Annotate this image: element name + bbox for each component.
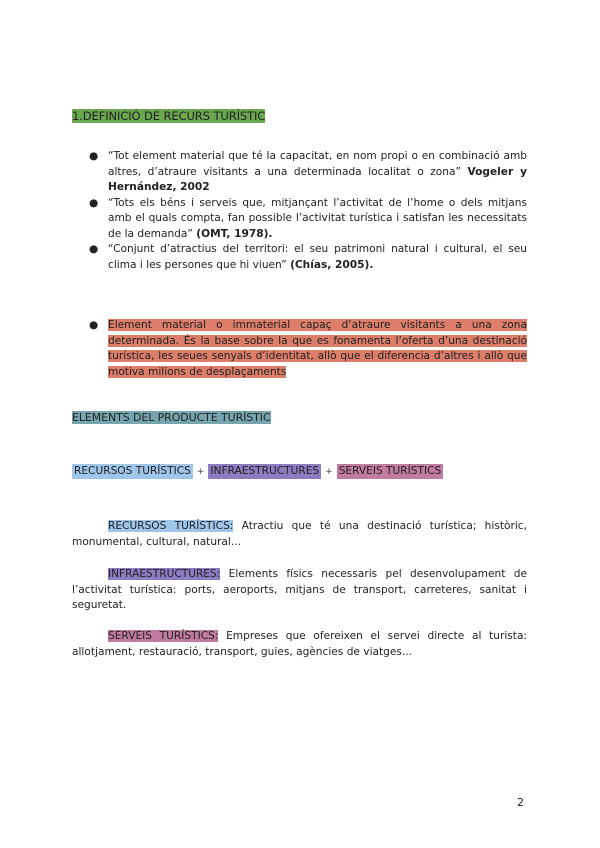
bullet-icon: ●: [89, 196, 99, 209]
definition-recursos: [72, 519, 527, 550]
plus-icon: +: [325, 467, 333, 477]
page-number: 2: [517, 796, 524, 809]
product-elements-flow: [72, 459, 443, 479]
definition-term: INFRAESTRUCTURES:: [108, 568, 221, 580]
quote-source: (Chías, 2005).: [290, 258, 374, 271]
quote-source: Vogeler y Hernández, 2002: [108, 165, 527, 193]
summary-list: [88, 318, 527, 380]
list-item: [88, 149, 527, 196]
definition-text: Elements físics necessaris pel desenvolupament de l’activitat turística: ports, aeroports, mitjans de transport, carreteres, sanitat i seguretat.: [72, 568, 527, 611]
flow-item-serveis: SERVEIS TURÍSTICS: [338, 465, 442, 477]
bullet-icon: ●: [89, 243, 99, 255]
section-title-definicio: [72, 109, 265, 123]
definition-infraestructures: [72, 567, 527, 614]
quote-text: “Conjunt d’atractius del territori: el seu patrimoni natural i cultural, el seu clima i les persones que hi viuen”: [108, 243, 527, 271]
section-title-elements: [72, 411, 271, 424]
quotes-list: [88, 149, 527, 273]
definition-text: Empreses que ofereixen el servei directe al turista: allotjament, restauració, transport, guies, agències de viatges...: [72, 630, 528, 658]
quote-source: (OMT, 1978).: [196, 227, 273, 240]
definition-serveis: [72, 629, 527, 660]
bullet-icon: ●: [89, 150, 99, 162]
plus-icon: +: [196, 467, 205, 477]
definition-text: Atractiu que té una destinació turística; històric, monumental, cultural, natural...: [72, 520, 527, 548]
flow-item-infraestructures: INFRAESTRUCTURES: [210, 465, 320, 477]
definition-term: RECURSOS TURÍSTICS:: [108, 520, 234, 532]
quote-text: “Tot element material que té la capacitat, en nom propi o en combinació amb altres, d’atraure visitants a una determinada localitat o zona”: [108, 150, 527, 178]
list-item: [88, 196, 527, 243]
bullet-icon: ●: [89, 319, 99, 331]
quote-text: “Tots els béns i serveis que, mitjançant l’activitat de l’home o dels mitjans amb el quals compta, fan possible l’activitat turística i satisfan les necessitats de la demanda”: [108, 196, 527, 240]
definition-term: SERVEIS TURÍSTICS:: [108, 630, 219, 642]
list-item: [88, 242, 527, 273]
list-item: [88, 318, 527, 380]
section-title-text: 1.DEFINICIÓ DE RECURS TURÍSTIC: [72, 109, 266, 123]
summary-text: Element material o immaterial capaç d’atraure visitants a una zona determinada. És la base sobre la que es fonamenta l’oferta d’una destinació turística, les seues senyals d’identitat, allò que el diferencia d’altres i allò que motiva milions de desplaçaments: [108, 319, 527, 378]
flow-item-recursos: RECURSOS TURÍSTICS: [74, 465, 191, 477]
section-title-text: ELEMENTS DEL PRODUCTE TURÍSTIC: [72, 411, 271, 424]
